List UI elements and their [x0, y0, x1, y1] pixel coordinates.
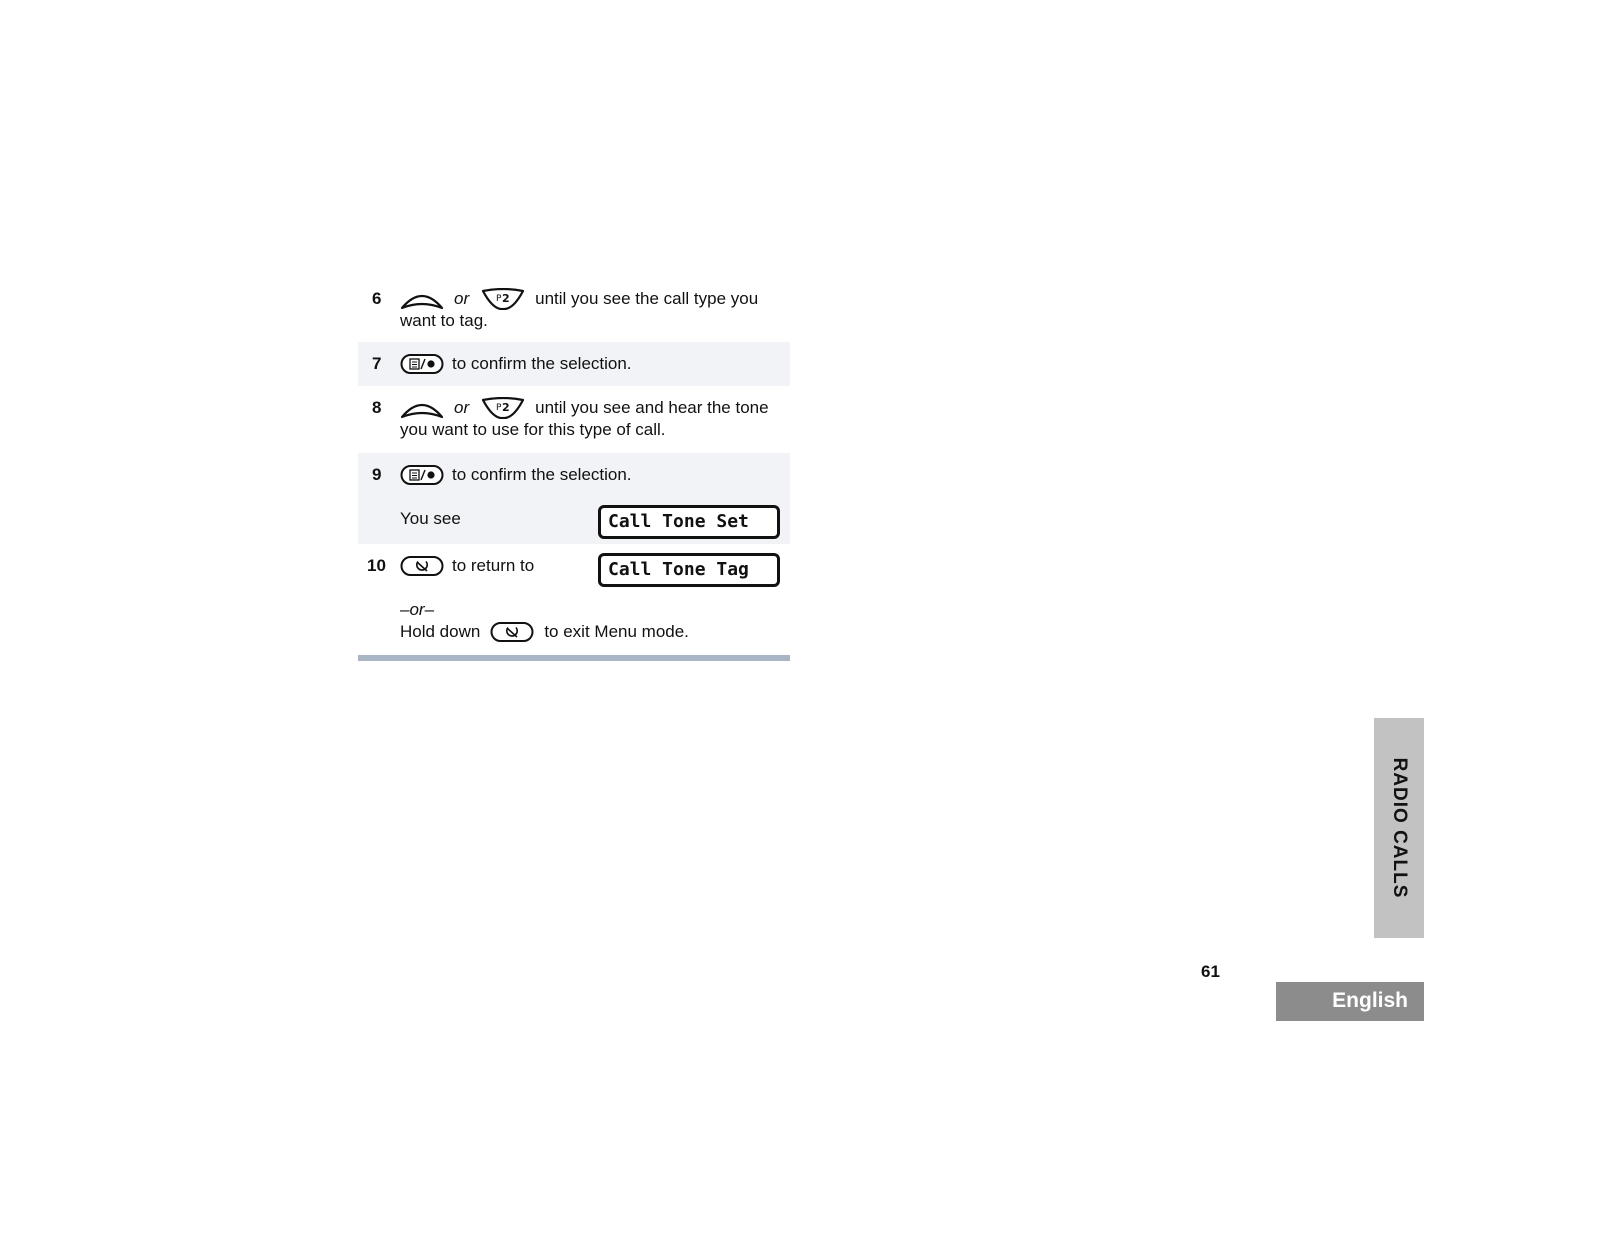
section-tab-label: RADIO CALLS: [1389, 757, 1410, 899]
step-number: 9: [372, 465, 382, 484]
step-text-line2: you want to use for this type of call.: [400, 420, 666, 439]
section-end-rule: [358, 655, 790, 661]
exit-key-icon: [490, 621, 534, 643]
p2-down-key-icon: [481, 288, 525, 310]
display-screen-call-tone-tag: Call Tone Tag: [598, 553, 780, 587]
step-number: 6: [372, 289, 382, 308]
step-text-line1: until you see the call type you: [535, 289, 759, 308]
or-label: or: [454, 289, 470, 308]
step-text-line2: want to tag.: [400, 311, 488, 330]
display-screen-call-tone-set: Call Tone Set: [598, 505, 780, 539]
step-number: 10: [367, 556, 386, 575]
step-text: to return to: [452, 556, 535, 575]
language-tab: English: [1276, 982, 1424, 1021]
up-arrow-key-icon: [400, 288, 444, 310]
step-number: 7: [372, 354, 382, 373]
step-6: [358, 277, 790, 342]
step-number: 8: [372, 398, 382, 417]
menu-select-key-icon: [400, 464, 444, 486]
or-label: or: [454, 398, 470, 417]
step-7: [358, 342, 790, 386]
you-see-label: You see: [400, 509, 461, 528]
section-tab-radio-calls: [1374, 718, 1424, 938]
step-text: to confirm the selection.: [452, 465, 632, 484]
up-arrow-key-icon: [400, 397, 444, 419]
exit-text: to exit Menu mode.: [544, 622, 689, 641]
step-8: [358, 386, 790, 453]
step-text-line1: until you see and hear the tone: [535, 398, 769, 417]
step-9: [358, 453, 790, 544]
hold-down-label: Hold down: [400, 622, 481, 641]
page-number: 61: [1201, 962, 1220, 981]
exit-key-icon: [400, 555, 444, 577]
step-10: [358, 544, 790, 656]
p2-down-key-icon: [481, 397, 525, 419]
or-separator: –or–: [400, 600, 435, 619]
step-text: to confirm the selection.: [452, 354, 632, 373]
procedure-steps: [358, 277, 790, 656]
menu-select-key-icon: [400, 353, 444, 375]
